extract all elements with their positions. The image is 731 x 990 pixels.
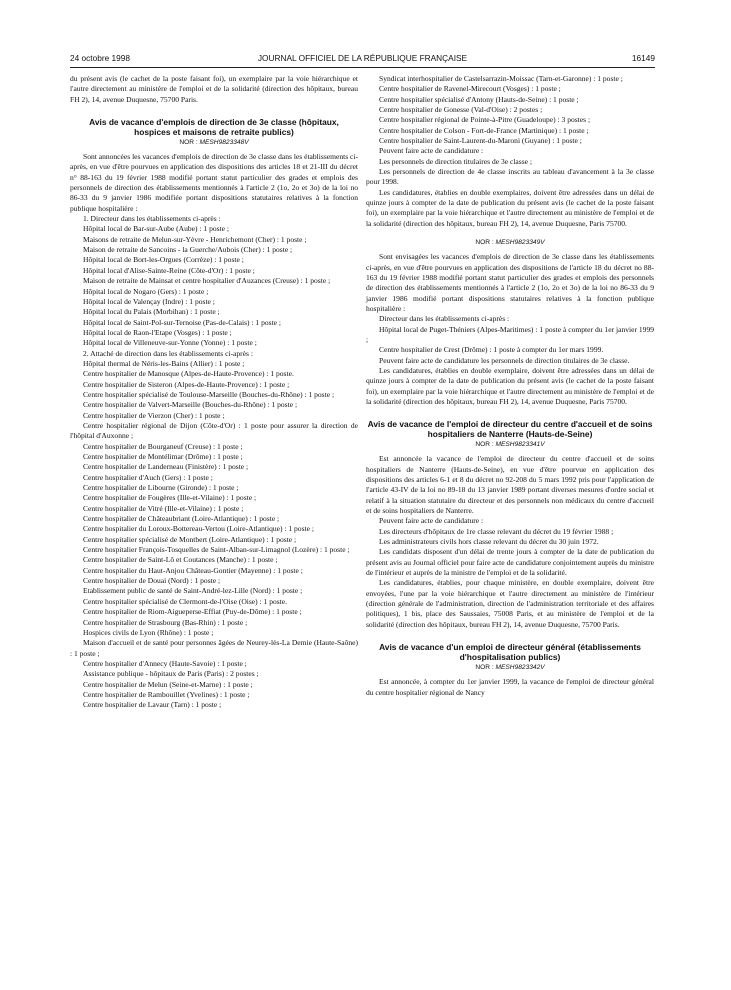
nor-code: MESH9823349V <box>495 239 545 247</box>
paragraph: Hôpital local de Nogaro (Gers) : 1 poste ; <box>83 286 209 296</box>
paragraph: Les candidatures, établies en double exemplaires, doivent être adressées dans un délai de quinze jours à compter de la date de publication du présent avis (le cachet de la poste faisant foi), un exemplaire par la voie hiérarchique et l'autre directement au ministère de l'emploi et de la solidarité (direction des hôpitaux, bureau FH 2), 14, avenue Duquesne, Paris 75700. <box>366 187 654 228</box>
paragraph: Hôpital local de Villeneuve-sur-Yonne (Yonne) : 1 poste ; <box>83 338 257 348</box>
paragraph: Directeur dans les établissements ci-après : <box>379 314 510 324</box>
paragraph: Centre hospitalier de Saint-Lô et Coutances (Manche) : 1 poste ; <box>83 555 278 565</box>
paragraph: Syndicat interhospitalier de Castelsarrazin-Moissac (Tarn-et-Garonne) : 1 poste ; <box>379 74 623 83</box>
section-gap <box>366 229 654 237</box>
paragraph: Centre hospitalier de Ravenel-Mirecourt (Vosges) : 1 poste ; <box>379 84 561 94</box>
paragraph: du présent avis (le cachet de la poste faisant foi), un exemplaire par la voie hiérarchique et l'autre directement au ministère de l'emploi et de la solidarité (direction des hôpitaux, bureau FH 2), 14, avenue Duquesne, 75700 Paris. <box>70 74 358 104</box>
paragraph: Maisons de retraite de Melun-sur-Yèvre - Henrichemont (Cher) : 1 poste ; <box>83 234 307 244</box>
paragraph: Centre hospitalier de Colson - Fort-de-France (Martinique) : 1 poste ; <box>379 125 589 135</box>
paragraph: Centre hospitalier de Melun (Seine-et-Marne) : 1 poste ; <box>83 679 253 689</box>
nor-code: MESH9823348V <box>199 139 249 147</box>
paragraph: Maison de retraite de Mainsat et centre hospitalier d'Auzances (Creuse) : 1 poste ; <box>83 276 331 286</box>
paragraph: Assistance publique - hôpitaux de Paris (Paris) : 2 postes ; <box>83 669 259 679</box>
paragraph: Centre hospitalier du Loroux-Bottereau-Vertou (Loire-Atlantique) : 1 poste ; <box>83 524 314 534</box>
paragraph: Sont annoncées les vacances d'emplois de direction de 3e classe dans les établissements ci-après, en vue d'être pourvues en application des dispositions des articles 18 et 21-III du décret n° 88-163 du 19 février 1988 modifié portant statut particulier des grades et emplois des personnels de direction des établissements mentionnés à l'article 2 (1o, 2o et 3o) de la loi no 86-33 du 9 janvier 1986 modifiée portant dispositions statutaires relatives à la fonction publique hospitalière : <box>70 152 358 213</box>
paragraph: Centre hospitalier de Sisteron (Alpes-de-Haute-Provence) : 1 poste ; <box>83 379 290 389</box>
paragraph: 2. Attaché de direction dans les établissements ci-après : <box>83 348 253 358</box>
paragraph: Centre hospitalier de Vitré (Ille-et-Vilaine) : 1 poste ; <box>83 503 244 513</box>
paragraph: Centre hospitalier du Haut-Anjou Château-Gontier (Mayenne) : 1 poste ; <box>83 565 303 575</box>
paragraph: Peuvent faire acte de candidature : <box>379 146 484 156</box>
nor-label: NOR : <box>179 139 198 147</box>
paragraph: Est annoncée, à compter du 1er janvier 1999, la vacance de l'emploi de directeur général du centre hospitalier régional de Nancy <box>366 677 654 697</box>
section-gap <box>366 407 654 415</box>
paragraph: Les personnels de direction de 4e classe inscrits au tableau d'avancement à la 3e classe pour 1998. <box>366 167 654 187</box>
paragraph: Centre hospitalier de Fougères (Ille-et-Vilaine) : 1 poste ; <box>83 493 257 503</box>
paragraph: Centre hospitalier de Manosque (Alpes-de-Haute-Provence) : 1 poste. <box>83 369 294 379</box>
section-gap <box>70 105 358 113</box>
paragraph: Hôpital local de Bort-les-Orgues (Corrèze) : 1 poste ; <box>83 255 244 265</box>
paragraph: Peuvent faire acte de candidature les personnels de direction titulaires de 3e classe. <box>379 355 630 365</box>
paragraph: Les directeurs d'hôpitaux de 1re classe relevant du décret du 19 février 1988 ; <box>379 526 614 536</box>
header-rule <box>70 67 655 68</box>
paragraph: Centre hospitalier François-Tosquelles de Saint-Alban-sur-Limagnol (Lozère) : 1 poste ; <box>83 545 350 555</box>
paragraph: Centre hospitalier de Lavaur (Tarn) : 1 poste ; <box>83 700 222 710</box>
paragraph: Centre hospitalier spécialisé d'Antony (Hauts-de-Seine) : 1 poste ; <box>379 94 579 104</box>
journal-title: JOURNAL OFFICIEL DE LA RÉPUBLIQUE FRANÇAISE <box>257 53 468 63</box>
paragraph: Maison de retraite de Sancoins - la Guerche/Aubois (Cher) : 1 poste ; <box>83 245 293 255</box>
notice-heading: Avis de vacance d'emplois de direction de 3e classe (hôpitaux, hospices et maisons de retraite publics) <box>89 117 339 138</box>
paragraph: Les administrateurs civils hors classe relevant du décret du 30 juin 1972. <box>379 537 599 547</box>
paragraph: 1. Directeur dans les établissements ci-après : <box>83 214 221 224</box>
paragraph: Est annoncée la vacance de l'emploi de directeur du centre d'accueil et de soins hospitaliers de Nanterre (Hauts-de-Seine), en vue d'être pourvue en application des dispositions des articles 6-1 et 8 du décret no 92-208 du 5 mars 1992 pris pour l'application de l'article 43-IV de la loi no 89-18 du 13 janvier 1989 portant diverses mesures d'ordre social et relatif à la situation statutaire du directeur et des personnels non médicaux du centre d'accueil et de soins hospitaliers de Nanterre. <box>366 454 654 516</box>
nor-code: MESH9823342V <box>495 664 545 672</box>
nor-code: MESH9823341V <box>495 441 545 449</box>
nor-reference <box>366 238 654 248</box>
nor-label: NOR : <box>475 239 494 247</box>
notice-heading: Avis de vacance de l'emploi de directeur du centre d'accueil et de soins hospitaliers de Nanterre (Hauts-de-Seine) <box>367 419 653 440</box>
paragraph: Hôpital local de Bar-sur-Aube (Aube) : 1 poste ; <box>83 224 229 234</box>
paragraph: Centre hospitalier de Crest (Drôme) : 1 poste à compter du 1er mars 1999. <box>379 345 604 355</box>
paragraph: Centre hospitalier de Bourganeuf (Creuse) : 1 poste ; <box>83 441 243 451</box>
paragraph: Centre hospitalier spécialisé de Toulouse-Marseille (Bouches-du-Rhône) : 1 poste ; <box>83 389 335 399</box>
paragraph: Centre hospitalier de Riom-Aigueperse-Effiat (Puy-de-Dôme) : 1 poste ; <box>83 607 302 617</box>
nor-label: NOR : <box>475 664 494 672</box>
paragraph: Hôpital thermal de Néris-les-Bains (Allier) : 1 poste ; <box>83 358 245 368</box>
paragraph: Centre hospitalier de Valvert-Marseille (Bouches-du-Rhône) : 1 poste ; <box>83 400 298 410</box>
paragraph: Centre hospitalier de Douai (Nord) : 1 poste ; <box>83 576 221 586</box>
paragraph: Centre hospitalier de Strasbourg (Bas-Rhin) : 1 poste ; <box>83 617 248 627</box>
page-number: 16149 <box>631 53 655 63</box>
paragraph: Centre hospitalier de Vierzon (Cher) : 1 poste ; <box>83 410 225 420</box>
paragraph: Centre hospitalier de Landerneau (Finistère) : 1 poste ; <box>83 462 249 472</box>
paragraph: Centre hospitalier de Rambouillet (Yvelines) : 1 poste ; <box>83 689 250 699</box>
paragraph: Hôpital local de Raon-l'Etape (Vosges) : 1 poste ; <box>83 327 232 337</box>
paragraph: Hospices civils de Lyon (Rhône) : 1 poste ; <box>83 627 214 637</box>
paragraph: Centre hospitalier spécialisé de Montbert (Loire-Atlantique) : 1 poste ; <box>83 534 297 544</box>
paragraph: Centre hospitalier d'Auch (Gers) : 1 poste ; <box>83 472 213 482</box>
nor-reference <box>366 440 654 450</box>
page-header <box>70 53 655 67</box>
paragraph: Les candidatures, établies, pour chaque ministère, en double exemplaire, doivent être envoyées, l'une par la voie hiérarchique et l'autre directement au ministère de l'intérieur (direction générale de l'administration, direction de l'administration territoriale et des affaires politiques), 1 bis, place des Saussaies, 75008 Paris, et au ministère de l'emploi et de la solidarité (direction des hôpitaux, bureau FH 2), 14, avenue Duquesne, 75700 Paris. <box>366 578 654 629</box>
paragraph: Peuvent faire acte de candidature : <box>379 516 484 526</box>
notice-heading: Avis de vacance d'un emploi de directeur général (établissements d'hospitalisation publics) <box>379 642 641 663</box>
paragraph: Hôpital local du Palais (Morbihan) : 1 poste ; <box>83 307 220 317</box>
paragraph: Les candidatures, établies en double exemplaire, doivent être adressées dans un délai de quinze jours à compter de la date de publication du présent avis (le cachet de la poste faisant foi), un exemplaire par la voie hiérarchique et l'autre directement au ministère de l'emploi et de la solidarité (direction des hôpitaux, bureau FH 2), 14, avenue Duquesne, Paris 75700. <box>366 365 654 406</box>
paragraph: Hôpital local de Puget-Théniers (Alpes-Maritimes) : 1 poste à compter du 1er janvier 1999 ; <box>366 324 654 344</box>
paragraph: Hôpital local d'Alise-Sainte-Reine (Côte-d'Or) : 1 poste ; <box>83 265 255 275</box>
paragraph: Centre hospitalier d'Annecy (Haute-Savoie) : 1 poste ; <box>83 658 247 668</box>
paragraph: Maison d'accueil et de santé pour personnes âgées de Neurey-lès-La Demie (Haute-Saône) : 1 poste ; <box>70 638 358 658</box>
right-column <box>366 74 654 698</box>
paragraph: Hôpital local de Saint-Pol-sur-Ternoise (Pas-de-Calais) : 1 poste ; <box>83 317 282 327</box>
paragraph: Les candidats disposent d'un délai de trente jours à compter de la date de publication du présent avis au Journal officiel pour faire acte de candidature conjointement auprès du ministre de l'intérieur et auprès de la ministre de l'emploi et de la solidarité. <box>366 547 654 578</box>
paragraph: Centre hospitalier de Gonesse (Val-d'Oise) : 2 postes ; <box>379 105 543 115</box>
nor-label: NOR : <box>475 441 494 449</box>
paragraph: Centre hospitalier régional de Pointe-à-Pitre (Guadeloupe) : 3 postes ; <box>379 115 591 125</box>
paragraph: Hôpital local de Valençay (Indre) : 1 poste ; <box>83 296 215 306</box>
paragraph: Etablissement public de santé de Saint-André-lez-Lille (Nord) : 1 poste ; <box>83 586 303 596</box>
left-column <box>70 74 358 711</box>
paragraph: Sont envisagées les vacances d'emplois de direction de 3e classe dans les établissements ci-après, en vue d'être pourvues en application des dispositions de l'article 18 du décret no 88-163 du 19 février 1988 modifié portant statut particulier des grades et emplois des personnels de direction des établissements mentionnés à l'article 2 (1o, 2o et 3o) de la loi no 86-33 du 9 janvier 1986 modifié portant dispositions statutaires relatives à la fonction publique hospitalière : <box>366 252 654 313</box>
paragraph: Centre hospitalier de Saint-Laurent-du-Maroni (Guyane) : 1 poste ; <box>379 136 582 146</box>
paragraph: Centre hospitalier régional de Dijon (Côte-d'Or) : 1 poste pour assurer la direction de l'hôpital d'Auxonne ; <box>70 420 358 441</box>
paragraph: Les personnels de direction titulaires de 3e classe ; <box>379 156 532 166</box>
paragraph: Centre hospitalier de Châteaubriant (Loire-Atlantique) : 1 poste ; <box>83 514 280 524</box>
section-gap <box>366 630 654 638</box>
paragraph: Centre hospitalier de Libourne (Gironde) : 1 poste ; <box>83 483 239 493</box>
nor-reference <box>366 663 654 673</box>
nor-reference <box>70 138 358 148</box>
paragraph: Centre hospitalier spécialisé de Clermont-de-l'Oise (Oise) : 1 poste. <box>83 596 288 606</box>
issue-date: 24 octobre 1998 <box>70 53 130 63</box>
paragraph: Centre hospitalier de Montélimar (Drôme) : 1 poste ; <box>83 452 243 461</box>
